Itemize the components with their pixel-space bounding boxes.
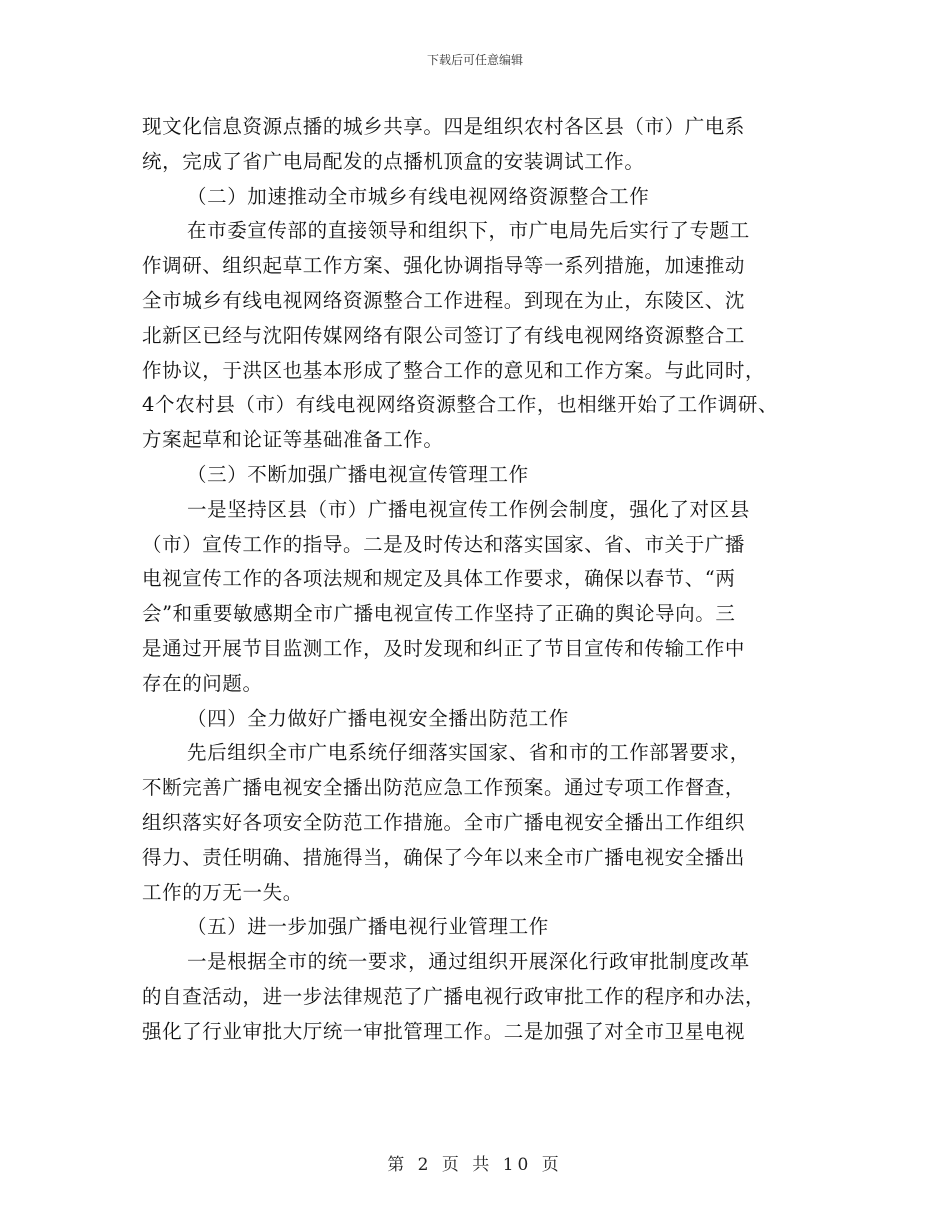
text-line: （五）进一步加强广播电视行业管理工作 xyxy=(187,915,549,939)
text-line: 在市委宣传部的直接领导和组织下，市广电局先后实行了专题工 xyxy=(187,219,750,243)
text-line: 先后组织全市广电系统仔细落实国家、省和市的工作部署要求， xyxy=(187,741,750,765)
text-line: 北新区已经与沈阳传媒网络有限公司签订了有线电视网络资源整合工 xyxy=(142,323,746,347)
text-line: 强化了行业审批大厅统一审批管理工作。二是加强了对全市卫星电视 xyxy=(142,1019,746,1043)
text-line: 得力、责任明确、措施得当，确保了今年以来全市广播电视安全播出 xyxy=(142,845,746,869)
text-line: 的自查活动，进一步法律规范了广播电视行政审批工作的程序和办法， xyxy=(142,984,766,1008)
text-line: 电视宣传工作的各项法规和规定及具体工作要求，确保以春节、“两 xyxy=(142,567,736,591)
text-line: 存在的问题。 xyxy=(142,671,263,695)
text-line: 统，完成了省广电局配发的点播机顶盒的安装调试工作。 xyxy=(142,149,645,173)
text-line: 一是根据全市的统一要求，通过组织开展深化行政审批制度改革 xyxy=(187,950,750,974)
text-line: 作协议，于洪区也基本形成了整合工作的意见和工作方案。与此同时， xyxy=(142,358,766,382)
text-line: 方案起草和论证等基础准备工作。 xyxy=(142,428,444,452)
page-header-note: 下载后可任意编辑 xyxy=(426,53,523,67)
document-body xyxy=(142,110,832,1050)
text-line: 工作的万无一失。 xyxy=(142,880,303,904)
text-line: 4个农村县（市）有线电视网络资源整合工作，也相继开始了工作调研、 xyxy=(142,393,779,417)
text-line: （三）不断加强广播电视宣传管理工作 xyxy=(187,462,529,486)
text-line: 一是坚持区县（市）广播电视宣传工作例会制度，强化了对区县 xyxy=(187,497,750,521)
text-line: （四）全力做好广播电视安全播出防范工作 xyxy=(187,706,569,730)
text-line: 会”和重要敏感期全市广播电视宣传工作坚持了正确的舆论导向。三 xyxy=(142,602,736,626)
text-line: 全市城乡有线电视网络资源整合工作进程。到现在为止，东陵区、沈 xyxy=(142,288,746,312)
text-line: 不断完善广播电视安全播出防范应急工作预案。通过专项工作督查， xyxy=(142,776,746,800)
text-line: 是通过开展节目监测工作，及时发现和纠正了节目宣传和传输工作中 xyxy=(142,636,746,660)
text-line: 作调研、组织起草工作方案、强化协调指导等一系列措施，加速推动 xyxy=(142,254,746,278)
text-line: （市）宣传工作的指导。二是及时传达和落实国家、省、市关于广播 xyxy=(142,532,746,556)
text-line: 组织落实好各项安全防范工作措施。全市广播电视安全播出工作组织 xyxy=(142,810,746,834)
page-number-footer: 第 2 页 共 10 页 xyxy=(387,1155,563,1175)
text-line: （二）加速推动全市城乡有线电视网络资源整合工作 xyxy=(187,184,650,208)
text-line: 现文化信息资源点播的城乡共享。四是组织农村各区县（市）广电系 xyxy=(142,115,746,138)
